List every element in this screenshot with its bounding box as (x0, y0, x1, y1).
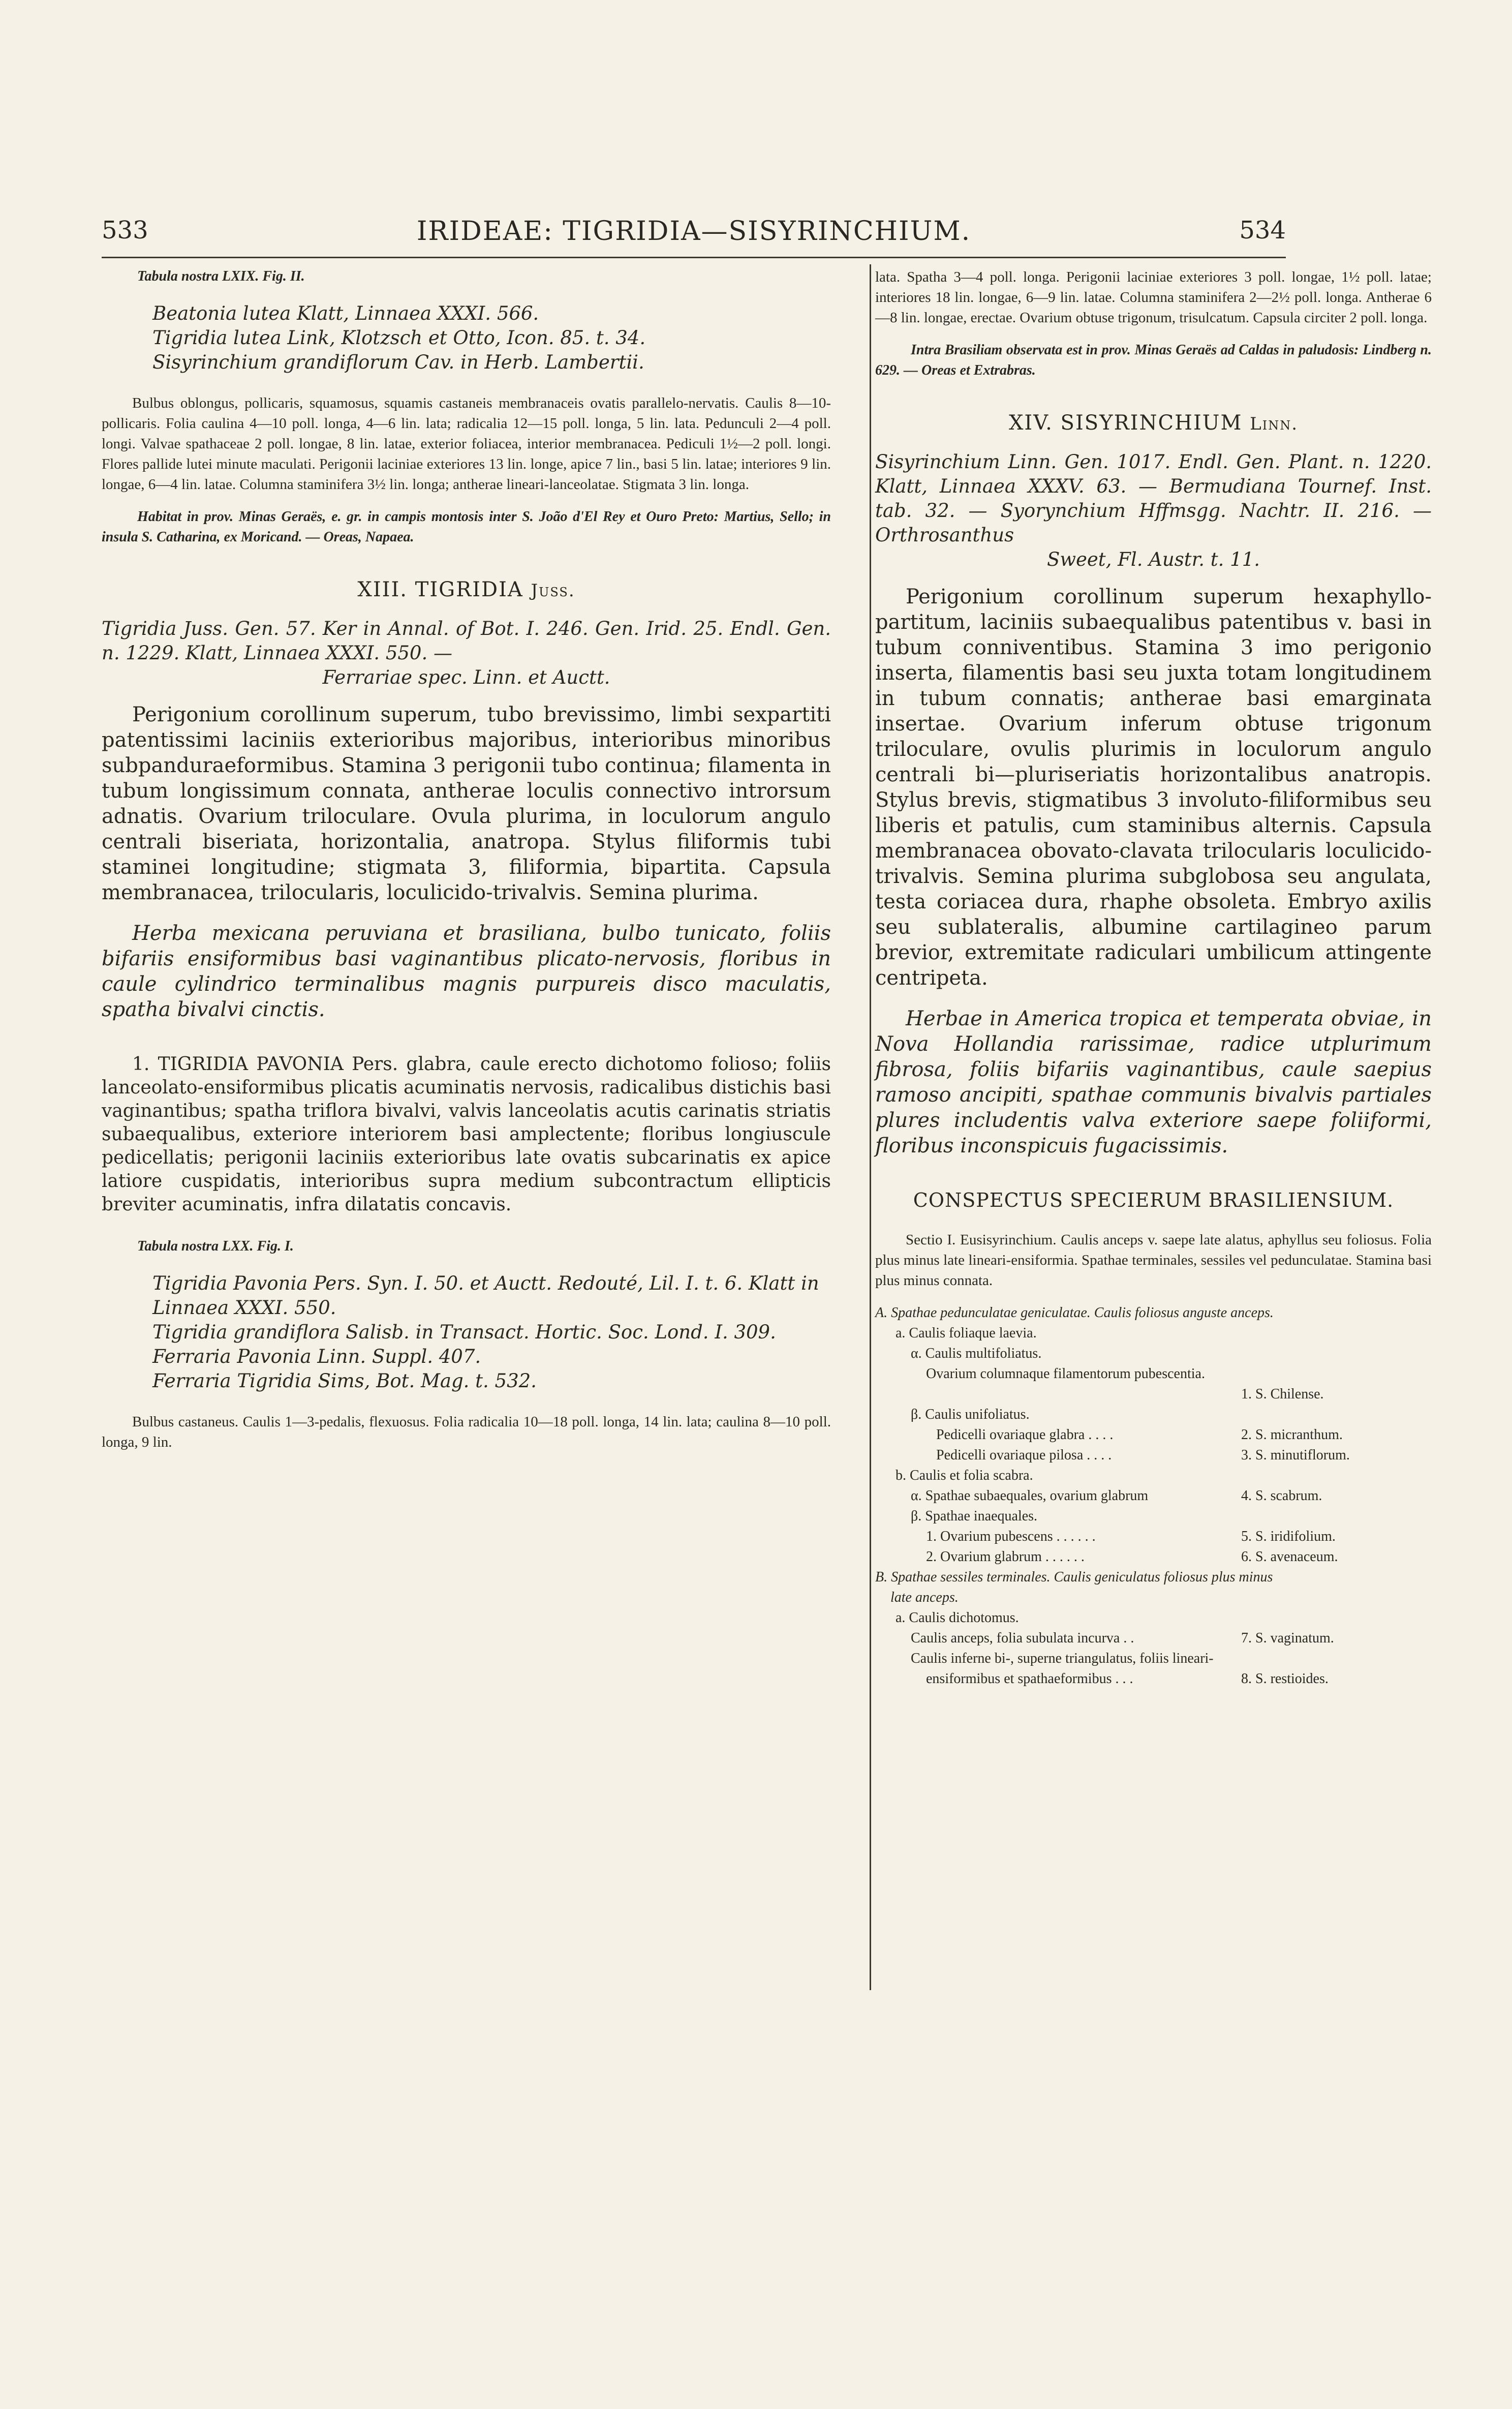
key-line (875, 1486, 1432, 1506)
genus-heading (102, 578, 831, 601)
key-text: A. Spathae pedunculatae geniculatae. Caulis foliosus anguste anceps. (875, 1305, 1274, 1321)
species-description-continued: lata. Spatha 3—4 poll. longa. Perigonii laciniae exteriores 3 poll. longae, 1½ poll. latae; interiores 18 lin. longae, 6—9 lin. latae. Columna staminifera 2—2½ poll. longa. Antherae 6—8 lin. longae, erectae. Ovarium obtuse trigonum, trisulcatum. Capsula circiter 2 poll. longa. (875, 269, 1432, 326)
key-line (875, 1425, 1432, 1445)
key-text: B. Spathae sessiles terminales. Caulis geniculatus foliosus plus minus (875, 1569, 1273, 1585)
key-species-name: 2. S. micranthum. (1241, 1427, 1343, 1443)
plate-reference: Tabula nostra LXX. Fig. I. (137, 1238, 294, 1254)
key-text: a. Caulis dichotomus. (896, 1610, 1019, 1626)
key-text: β. Caulis unifoliatus. (911, 1407, 1030, 1422)
genus-name: XIII. TIGRIDIA (357, 578, 523, 601)
genus-description: Perigonium corollinum superum hexaphyllo-partitum, laciniis subaequalibus patentibus v. basi in tubum conniventibus. Stamina 3 imo perigonio inserta, filamentis basi seu juxta totam longitudinem in tubum connatis; antherae basi emarginata insertae. Ovarium inferum obtuse trigonum triloculare, ovulis plurimis in loculorum angulo centrali bi—pluriseriatis horizontalibus anatropis. Stylus brevis, stigmatibus 3 involuto-filiformibus seu liberis et patulis, cum staminibus alternis. Capsula membranacea obovato-clavata trilocularis loculicido-trivalvis. Semina plurima subglobosa seu angulata, testa coriacea dura, rhaphe obsoleta. Embryo axilis seu sublateralis, albumine cartilagineo parum brevior, extremitate radiculari umbilicum attingente centripeta. (875, 585, 1432, 990)
habitat-note: Intra Brasiliam observata est in prov. Minas Geraës ad Caldas in paludosis: Lindberg n. 629. — Oreas et Extrabras. (875, 342, 1432, 378)
key-text: Caulis anceps, folia subulata incurva . . (911, 1630, 1134, 1646)
species-diagnosis: 1. TIGRIDIA PAVONIA Pers. glabra, caule erecto dichotomo folioso; foliis lanceolato-ensiformibus plicatis acuminatis nervosis, radicalibus distichis basi vaginantibus; spatha triflora bivalvi, valvis lanceolatis acutis carinatis striatis subaequalibus, exteriore interiorem basi amplectente; floribus longiuscule pedicellatis; perigonii laciniis exterioribus late ovatis subcarinatis ex apice latiore cuspidatis, interioribus supra medium subcontractum ellipticis breviter acuminatis, infra dilatatis concavis. (102, 1054, 831, 1215)
key-line (875, 1547, 1432, 1567)
header-rule (102, 257, 1286, 258)
plate-reference: Tabula nostra LXIX. Fig. II. (137, 268, 305, 284)
conspectus-heading: CONSPECTUS SPECIERUM BRASILIENSIUM. (913, 1189, 1394, 1211)
right-column (875, 267, 1432, 1689)
synonym-line: Beatonia lutea Klatt, Linnaea XXXI. 566. (152, 302, 539, 324)
key-line (875, 1405, 1432, 1425)
key-text: ensiformibus et spathaeformibus . . . (926, 1671, 1133, 1687)
key-species-name: 1. S. Chilense. (1241, 1386, 1324, 1402)
running-title: IRIDEAE: TIGRIDIA—SISYRINCHIUM. (416, 216, 971, 247)
key-species-name: 5. S. iridifolium. (1241, 1529, 1336, 1544)
species-description: Bulbus oblongus, pollicaris, squamosus, squamis castaneis membranaceis ovatis parallelo-nervatis. Caulis 8—10-pollicaris. Folia caulina 4—10 poll. longa, 4—6 lin. lata; radicalia 12—15 poll. longa, 5 lin. lata. Pedunculi 2—4 poll. longi. Valvae spathaceae 2 poll. longae, 8 lin. latae, exterior foliacea, interior membranacea. Pediculi 1½—2 poll. longi. Flores pallide lutei minute maculati. Perigonii laciniae exteriores 13 lin. longe, apice 7 lin., basi 5 lin. latae; interiores 9 lin. longae, 6—4 lin. latae. Columna staminifera 3½ lin. longa; antherae lineari-lanceolatae. Stigmata 3 lin. longa. (102, 395, 831, 493)
running-header (102, 216, 1286, 252)
key-line (875, 1303, 1432, 1323)
key-species-name: 8. S. restioides. (1241, 1671, 1329, 1687)
genus-synonymy (102, 617, 831, 690)
synonym-line: Tigridia Pavonia Pers. Syn. I. 50. et Auctt. Redouté, Lil. I. t. 6. Klatt in Linnaea XXXI. 550. (152, 1272, 819, 1319)
genus-description: Perigonium corollinum superum, tubo brevissimo, limbi sexpartiti patentissimi laciniis exterioribus majoribus, interioribus minoribus subpanduraeformibus. Stamina 3 perigonii tubo continua; filamenta in tubum longissimum connata, antherae loculis connectivo introrsum adnatis. Ovarium triloculare. Ovula plurima, in loculorum angulo centrali biseriata, horizontalia, anatropa. Stylus filiformis tubi staminei longitudine; stigmata 3, filiformia, bipartita. Capsula membranacea, trilocularis, loculicido-trivalvis. Semina plurima. (102, 703, 831, 904)
key-line (875, 1628, 1432, 1649)
genus-author: Juss. (531, 581, 575, 601)
habitat-note: Habitat in prov. Minas Geraës, e. gr. in campis montosis inter S. João d'El Rey et Ouro Preto: Martius, Sello; in insula S. Catharina, ex Moricand. — Oreas, Napaea. (102, 509, 831, 545)
key-species-name: 6. S. avenaceum. (1241, 1549, 1338, 1565)
synonym-line: Ferraria Pavonia Linn. Suppl. 407. (152, 1346, 481, 1367)
column-divider (870, 264, 871, 1990)
key-line (875, 1384, 1432, 1405)
key-text: late anceps. (890, 1590, 959, 1605)
page-number-right: 534 (1239, 216, 1286, 245)
key-line (875, 1344, 1432, 1364)
key-text: a. Caulis foliaque laevia. (896, 1325, 1037, 1341)
genus-name: XIV. SISYRINCHIUM (1008, 411, 1243, 435)
key-line (875, 1506, 1432, 1527)
genus-synonymy-text: Sweet, Fl. Austr. t. 11. (1046, 548, 1260, 570)
genus-heading (875, 411, 1432, 435)
genus-synonymy-text: Ferrariae spec. Linn. et Auctt. (322, 666, 610, 688)
synonymy-list (152, 1271, 831, 1393)
synonym-line: Tigridia grandiflora Salisb. in Transact. Hortic. Soc. Lond. I. 309. (152, 1321, 776, 1343)
genus-synonymy-text: Tigridia Juss. Gen. 57. Ker in Annal. of Bot. I. 246. Gen. Irid. 25. Endl. Gen. n. 1229. Klatt, Linnaea XXXI. 550. — (102, 618, 831, 664)
key-text: b. Caulis et folia scabra. (896, 1468, 1033, 1483)
synonym-line: Tigridia lutea Link, Klotzsch et Otto, Icon. 85. t. 34. (152, 327, 646, 349)
section-description: Sectio I. Eusisyrinchium. Caulis anceps v. saepe late alatus, aphyllus seu foliosus. Folia plus minus late lineari-ensiformia. Spathae terminales, sessiles vel pedunculatae. Stamina basi plus minus connata. (875, 1232, 1432, 1289)
key-line (875, 1445, 1432, 1466)
key-line (875, 1608, 1432, 1628)
key-line (875, 1588, 1432, 1608)
genus-synonymy-text: Sisyrinchium Linn. Gen. 1017. Endl. Gen. Plant. n. 1220. Klatt, Linnaea XXXV. 63. — Bermudiana Tournef. Inst. tab. 32. — Syorynchium Hffmsgg. Nachtr. II. 216. — Orthrosanthus (875, 451, 1432, 546)
left-column (102, 267, 831, 1465)
key-line (875, 1567, 1432, 1588)
key-line (875, 1364, 1432, 1384)
key-text: Caulis inferne bi-, superne triangulatus, foliis lineari- (911, 1651, 1214, 1666)
species-key (875, 1303, 1432, 1689)
key-text: α. Caulis multifoliatus. (911, 1346, 1042, 1361)
key-line (875, 1527, 1432, 1547)
page-number-left: 533 (102, 216, 148, 245)
key-text: Pedicelli ovariaque pilosa . . . . (936, 1447, 1112, 1463)
synonymy-list (152, 301, 831, 375)
key-line (875, 1323, 1432, 1344)
synonym-line: Sisyrinchium grandiflorum Cav. in Herb. Lambertii. (152, 351, 644, 373)
key-text: Pedicelli ovariaque glabra . . . . (936, 1427, 1114, 1443)
key-line (875, 1669, 1432, 1689)
synonym-line: Ferraria Tigridia Sims, Bot. Mag. t. 532. (152, 1370, 537, 1392)
genus-synonymy (875, 450, 1432, 572)
genus-author: Linn. (1250, 414, 1299, 434)
key-text: 2. Ovarium glabrum . . . . . . (926, 1549, 1085, 1565)
key-line (875, 1466, 1432, 1486)
key-text: 1. Ovarium pubescens . . . . . . (926, 1529, 1096, 1544)
key-text: α. Spathae subaequales, ovarium glabrum (911, 1488, 1149, 1504)
key-species-name: 3. S. minutiflorum. (1241, 1447, 1350, 1463)
species-description: Bulbus castaneus. Caulis 1—3-pedalis, flexuosus. Folia radicalia 10—18 poll. longa, 14 lin. lata; caulina 8—10 poll. longa, 9 lin. (102, 1414, 831, 1450)
genus-habit: Herba mexicana peruviana et brasiliana, bulbo tunicato, foliis bifariis ensiformibus basi vaginantibus plicato-nervosis, floribus in caule cylindrico terminalibus magnis purpureis disco maculatis, spatha bivalvi cinctis. (102, 922, 831, 1021)
key-text: β. Spathae inaequales. (911, 1508, 1038, 1524)
key-species-name: 7. S. vaginatum. (1241, 1630, 1334, 1646)
genus-habit: Herbae in America tropica et temperata obviae, in Nova Hollandia rarissimae, radice utplurimum fibrosa, foliis bifariis vaginantibus, caule saepius ramoso ancipiti, spathae communis bivalvis partiales plures includentis valva exteriore saepe foliiformi, floribus inconspicuis fugacissimis. (875, 1007, 1432, 1157)
key-line (875, 1649, 1432, 1669)
key-text: Ovarium columnaque filamentorum pubescentia. (926, 1366, 1205, 1382)
key-species-name: 4. S. scabrum. (1241, 1488, 1322, 1504)
